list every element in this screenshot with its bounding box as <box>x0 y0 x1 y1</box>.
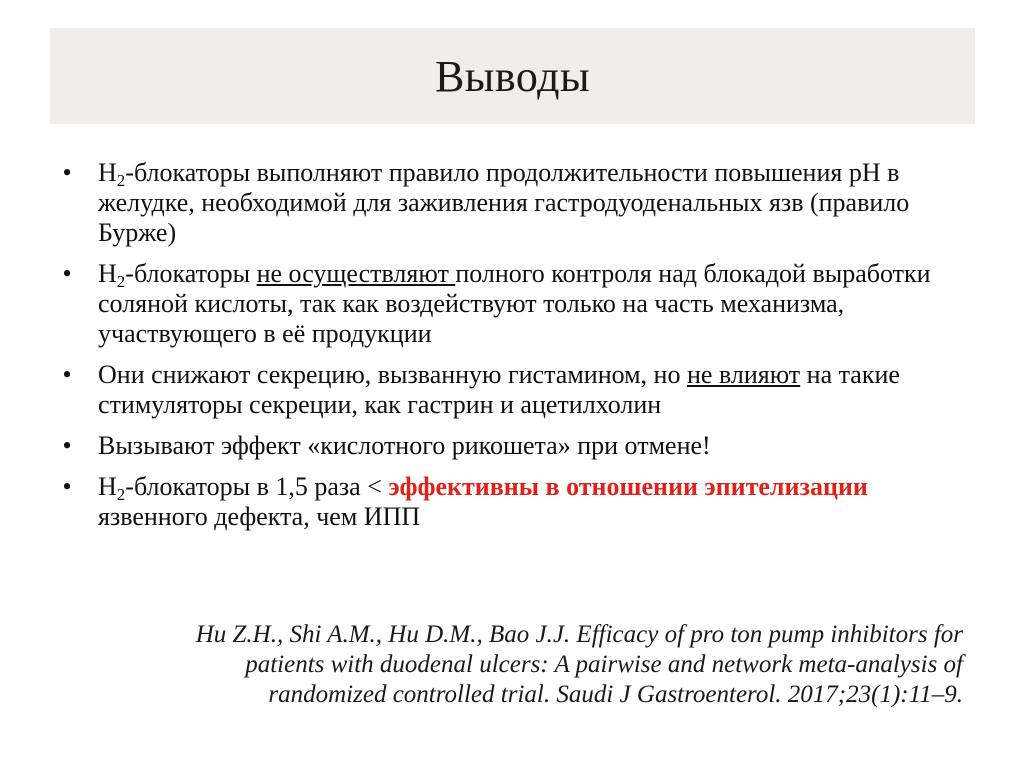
bullet-dot-icon: • <box>62 259 72 288</box>
subscript-2: 2 <box>116 171 126 190</box>
bullet-item-3 <box>56 360 966 420</box>
bullet-dot-icon: • <box>62 360 72 389</box>
bullet-text-post: язвенного дефекта, чем ИПП <box>98 502 421 531</box>
less-than-sign: < <box>367 472 382 501</box>
citation-line-1: Hu Z.H., Shi A.M., Hu D.M., Bao J.J. Efficacy of pro ton pump inhibitors for <box>195 621 963 648</box>
slide-title: Выводы <box>434 51 591 101</box>
h-letter: H <box>98 472 117 501</box>
bullet-list <box>56 158 966 543</box>
bullet-text: Вызывают эффект «кислотного рикошета» при отмене! <box>98 431 711 460</box>
bullet-dot-icon: • <box>62 472 72 501</box>
citation <box>70 620 963 710</box>
citation-line-3: randomized controlled trial. Saudi J Gastroenterol. 2017;23(1):11–9. <box>268 681 963 708</box>
bullet-dot-icon: • <box>62 158 72 187</box>
subscript-2: 2 <box>116 485 126 504</box>
bullet-text-pre: -блокаторы в 1,5 раза <box>125 472 368 501</box>
bullet-item-1 <box>56 158 966 248</box>
bullet-item-2 <box>56 259 966 349</box>
bullet-text-pre: Они снижают секрецию, вызванную гистамином, но <box>98 360 687 389</box>
title-bar <box>50 28 975 124</box>
bullet-text-pre: -блокаторы <box>125 259 257 288</box>
bullet-text: -блокаторы выполняют правило продолжительности повышения pH в желудке, необходимой для заживления гастродуоденальных язв (правило Бурже) <box>98 158 910 247</box>
bullet-text-post: полного контроля над блокадой выработки соляной кислоты, так как воздействуют только на часть механизма, участвующего в её продукции <box>98 259 931 348</box>
citation-line-2: patients with duodenal ulcers: A pairwise and network meta-analysis of <box>245 651 963 678</box>
bullet-item-4 <box>56 431 966 461</box>
bullet-text-post: на такие стимуляторы секреции, как гастрин и ацетилхолин <box>98 360 900 419</box>
h-letter: H <box>98 259 117 288</box>
bullet-item-5 <box>56 472 966 532</box>
h-letter: H <box>98 158 117 187</box>
subscript-2: 2 <box>116 272 126 291</box>
underlined-text: не влияют <box>686 360 801 389</box>
highlighted-text: эффективны в отношении эпителизации <box>388 472 868 501</box>
underlined-text: не осуществляют <box>256 259 456 288</box>
bullet-dot-icon: • <box>62 431 72 460</box>
